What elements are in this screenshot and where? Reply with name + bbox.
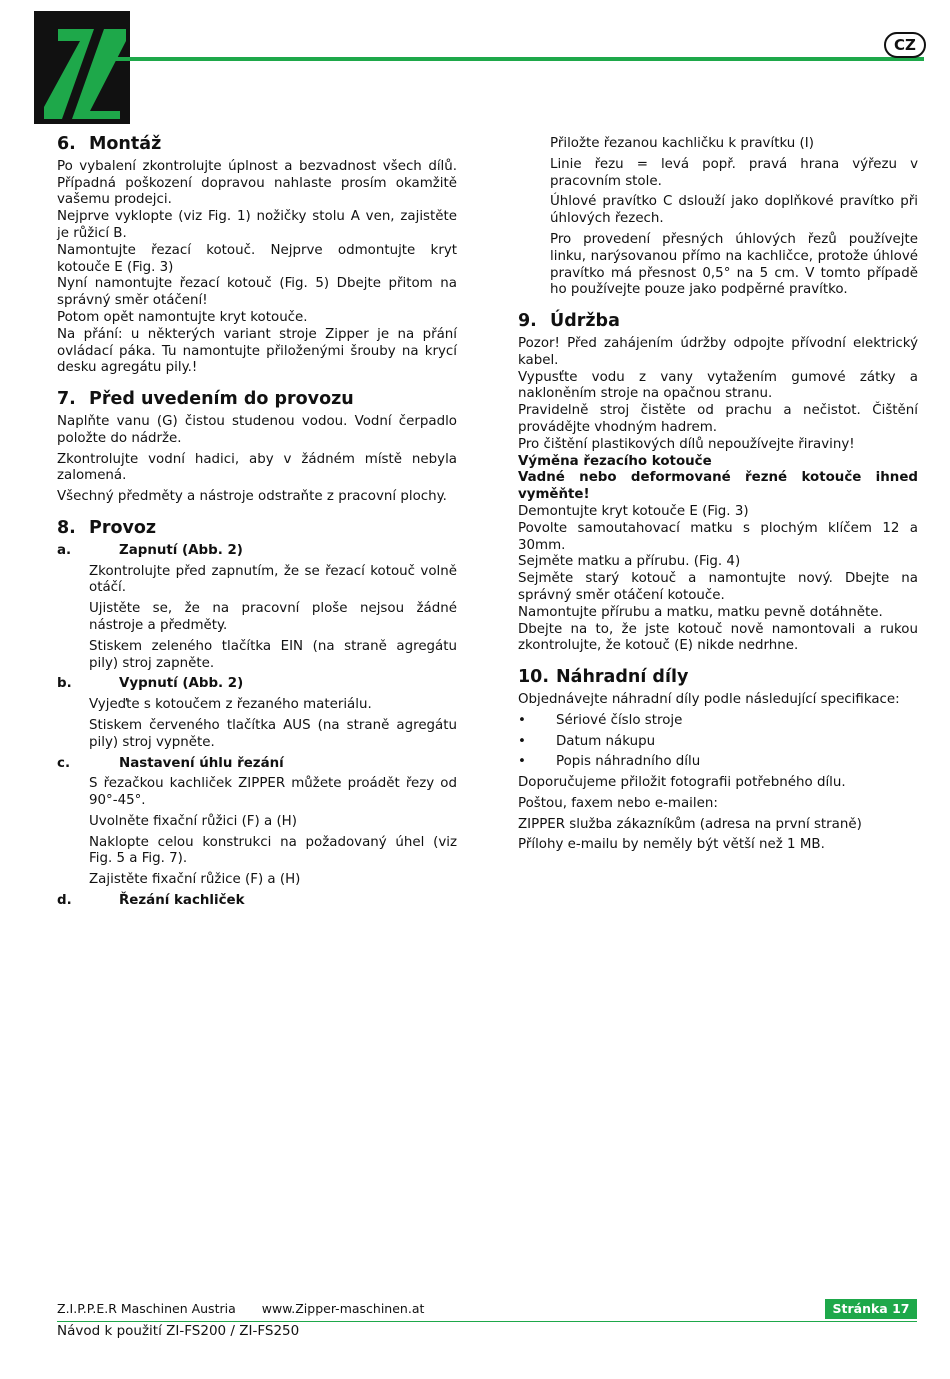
paragraph: Nejprve vyklopte (viz Fig. 1) nožičky stolu A ven, zajistěte je růžicí B.: [57, 209, 457, 241]
paragraph: Pro provedení přesných úhlových řezů používejte linku, narýsovanou přímo na kachličce, protože úhlové pravítko má přesnost 0,5° na 5 cm. V tomto případě ho používejte pouze jako podpěrné pravítko.: [550, 231, 918, 298]
paragraph: Vyjeďte s kotoučem z řezaného materiálu.: [89, 697, 372, 713]
subsection-d-heading: d. Řezání kachliček: [57, 893, 245, 909]
paragraph: Zajistěte fixační růžice (F) a (H): [89, 872, 301, 888]
section-9-heading: 9. Údržba: [518, 311, 620, 332]
paragraph: Linie řezu = levá popř. pravá hrana výřezu v pracovním stole.: [550, 156, 918, 189]
list-item: • Sériové číslo stroje: [518, 713, 918, 730]
model-name: ZI-FS200 / ZI-FS250: [161, 1323, 300, 1339]
subsection-c-heading: c. Nastavení úhlu řezání: [57, 755, 284, 771]
paragraph: Pro čištění plastikových dílů nepoužívejte řiraviny!: [518, 436, 855, 452]
paragraph: Namontujte přírubu a matku, matku pevně dotáhněte.: [518, 604, 883, 620]
paragraph: Zkontrolujte před zapnutím, že se řezací kotouč volně otáčí.: [89, 563, 457, 596]
paragraph: Namontujte řezací kotouč. Nejprve odmontujte kryt kotouče E (Fig. 3): [57, 242, 457, 275]
manual-label: Návod k použití: [57, 1323, 162, 1339]
paragraph: ZIPPER služba zákazníkům (adresa na první straně): [518, 816, 862, 832]
paragraph: Poštou, faxem nebo e-mailen:: [518, 795, 718, 811]
subsection-b-heading: b. Vypnutí (Abb. 2): [57, 676, 244, 692]
warning-text: Vadné nebo deformované řezné kotouče ihned vyměňte!: [518, 470, 918, 503]
zipper-logo: [34, 11, 130, 124]
right-column: [518, 136, 918, 858]
paragraph: Nyní namontujte řezací kotouč (Fig. 5) Dbejte přitom na správný směr otáčení!: [57, 276, 457, 309]
language-badge: CZ: [884, 32, 926, 58]
paragraph: Sejměte matku a přírubu. (Fig. 4): [518, 554, 741, 570]
spare-parts-list: [518, 713, 918, 771]
paragraph: Doporučujeme přiložit fotografii potřebného dílu.: [518, 775, 846, 791]
paragraph: Pozor! Před zahájením údržby odpojte přívodní elektrický kabel.: [518, 335, 918, 368]
company-name: Z.I.P.P.E.R Maschinen Austria: [57, 1301, 236, 1316]
paragraph: Dbejte na to, že jste kotouč nově namontovali a rukou zkontrolujte, že kotouč (E) nikde nedrhne.: [518, 621, 918, 654]
footer-manual-line: [57, 1323, 299, 1339]
paragraph: Vypusťte vodu z vany vytažením gumové zátky a nakloněním stroje na opačnou stranu.: [518, 369, 918, 402]
bold-heading: Výměna řezacího kotouče: [518, 453, 712, 469]
paragraph: Přiložte řezanou kachličku k pravítku (I): [550, 136, 814, 151]
paragraph: Stiskem červeného tlačítka AUS (na straně agregátu pily) stroj vypněte.: [89, 717, 457, 750]
paragraph: Ujistěte se, že na pracovní ploše nejsou žádné nástroje a předměty.: [89, 601, 457, 633]
paragraph: Uvolněte fixační růžici (F) a (H): [89, 813, 297, 829]
paragraph: S řezačkou kachliček ZIPPER můžete proádět řezy od 90°-45°.: [89, 776, 457, 809]
left-column: [57, 136, 457, 914]
header-rule: [104, 57, 924, 61]
paragraph: Demontujte kryt kotouče E (Fig. 3): [518, 503, 749, 519]
list-item: • Popis náhradního dílu: [518, 754, 918, 771]
section-6-heading: 6. Montáž: [57, 134, 162, 154]
paragraph: Úhlové pravítko C dslouží jako doplňkové pravítko při úhlových řezech.: [550, 194, 918, 227]
section-7-heading: 7. Před uvedením do provozu: [57, 389, 354, 410]
footer-rule: [57, 1321, 917, 1322]
footer-company-line: [57, 1301, 424, 1316]
paragraph: Povolte samoutahovací matku s plochým klíčem 12 a 30mm.: [518, 520, 918, 553]
paragraph: Všechný předměty a nástroje odstraňte z pracovní plochy.: [57, 489, 447, 505]
paragraph: Objednávejte náhradní díly podle následující specifikace:: [518, 691, 900, 707]
paragraph: Stiskem zeleného tlačítka EIN (na straně agregátu pily) stroj zapněte.: [89, 638, 457, 671]
subsection-a-heading: a. Zapnutí (Abb. 2): [57, 542, 243, 558]
paragraph: Pravidelně stroj čistěte od prachu a nečistot. Čištění provádějte vhodným hadrem.: [518, 403, 918, 435]
list-item: • Datum nákupu: [518, 734, 918, 751]
section-10-heading: 10. Náhradní díly: [518, 667, 689, 688]
paragraph: Potom opět namontujte kryt kotouče.: [57, 309, 308, 325]
paragraph: Na přání: u některých variant stroje Zipper je na přání ovládací páka. Tu namontujte přiloženými šrouby na krycí desku agregátu pily.!: [57, 326, 457, 376]
paragraph: Sejměte starý kotouč a namontujte nový. Dbejte na správný směr otáčení kotouče.: [518, 571, 918, 603]
section-8-heading: 8. Provoz: [57, 517, 157, 538]
paragraph: Přílohy e-mailu by neměly být větší než 1 MB.: [518, 837, 825, 853]
website-link[interactable]: www.Zipper-maschinen.at: [261, 1301, 425, 1316]
paragraph: Naplňte vanu (G) čistou studenou vodou. Vodní čerpadlo položte do nádrže.: [57, 413, 457, 446]
paragraph: Naklopte celou konstrukci na požadovaný úhel (viz Fig. 5 a Fig. 7).: [89, 834, 457, 867]
paragraph: Zkontrolujte vodní hadici, aby v žádném místě nebyla zalomená.: [57, 451, 457, 484]
paragraph: Po vybalení zkontrolujte úplnost a bezvadnost všech dílů. Případná poškození dopravou nahlaste prosím okamžitě vašemu prodejci.: [57, 158, 457, 208]
page-number-badge: Stránka 17: [825, 1299, 917, 1319]
